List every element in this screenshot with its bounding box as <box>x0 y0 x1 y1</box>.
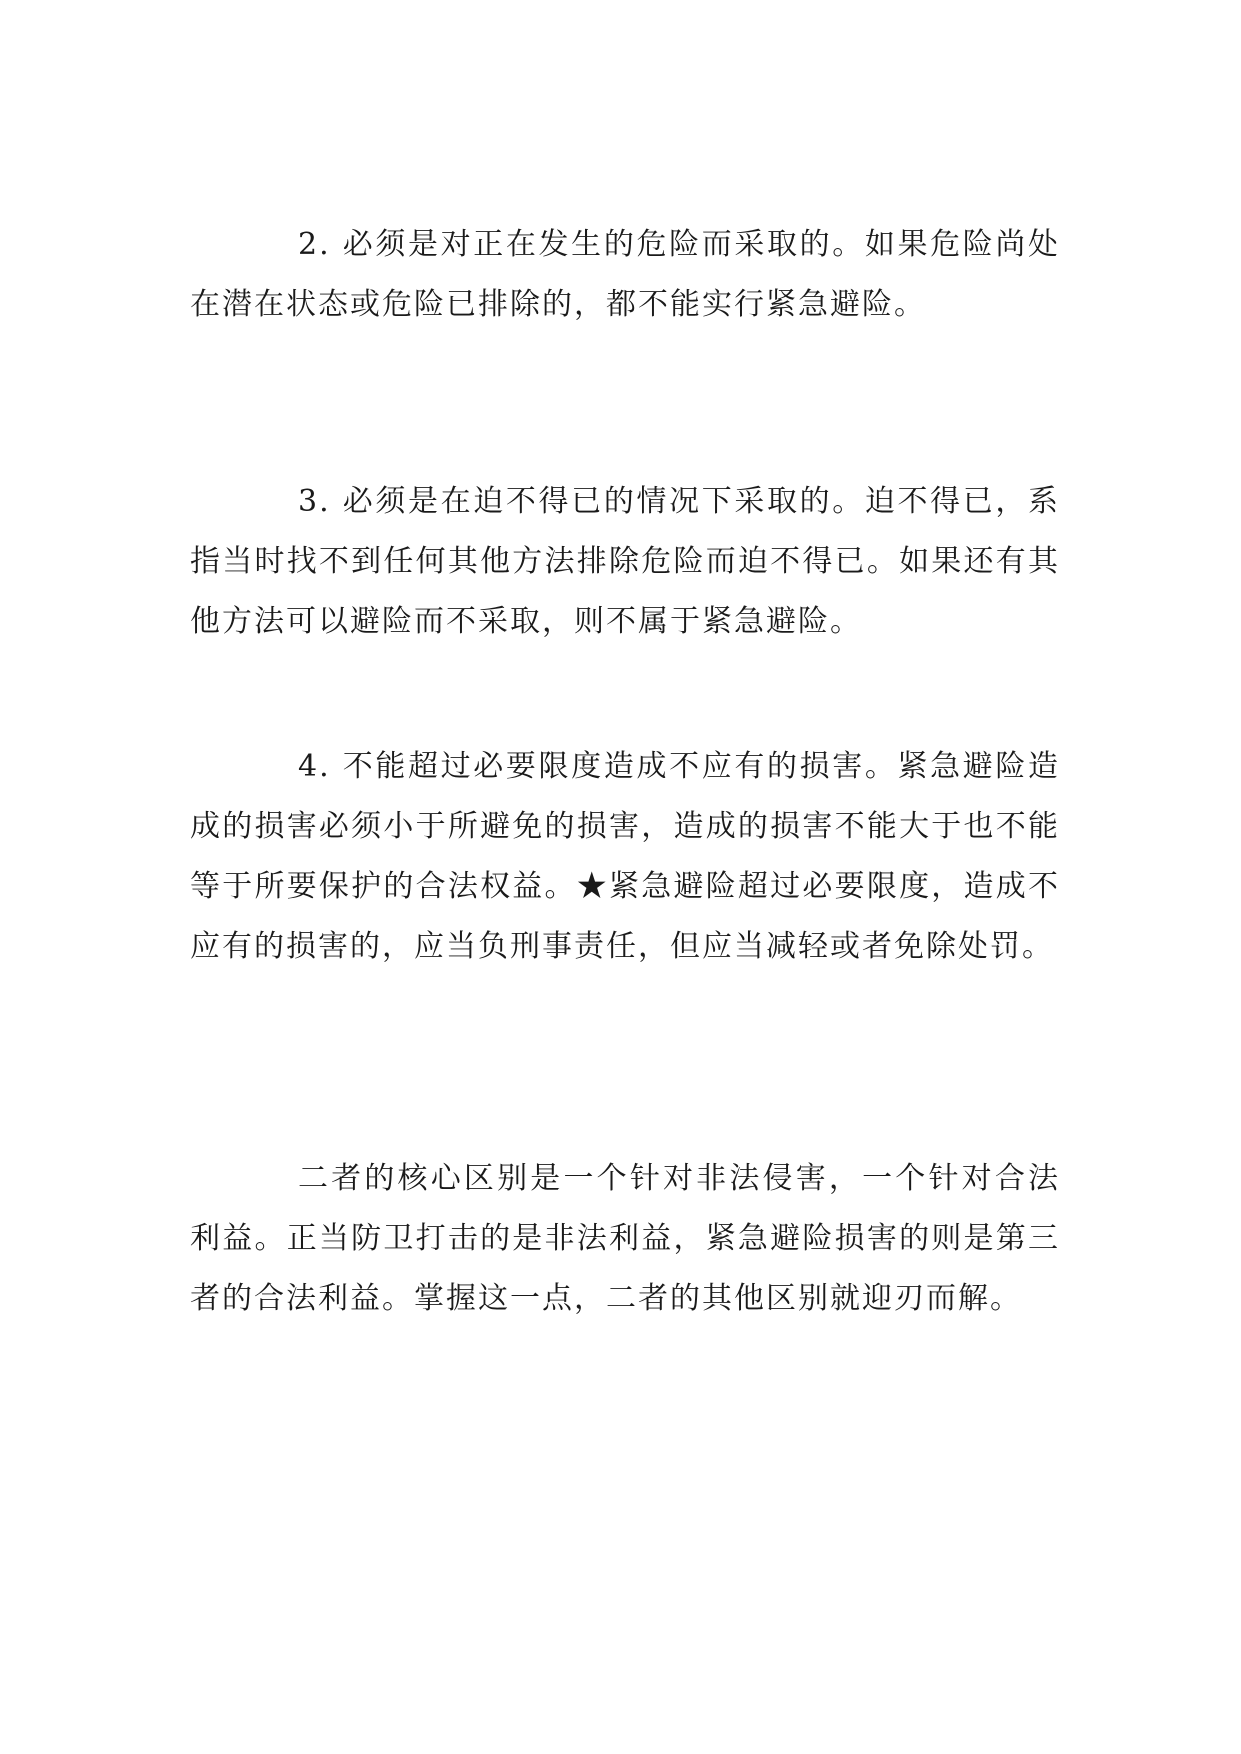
paragraph-condition-4: 4. 不能超过必要限度造成不应有的损害。紧急避险造成的损害必须小于所避免的损害，造成的损害不能大于也不能等于所要保护的合法权益。★紧急避险超过必要限度，造成不应有的损害的，应当负刑事责任，但应当减轻或者免除处罚。 <box>190 749 1060 964</box>
paragraph-condition-3: 3. 必须是在迫不得已的情况下采取的。迫不得已，系指当时找不到任何其他方法排除危险而迫不得已。如果还有其他方法可以避险而不采取，则不属于紧急避险。 <box>190 484 1060 639</box>
paragraph-core-difference: 二者的核心区别是一个针对非法侵害，一个针对合法利益。正当防卫打击的是非法利益，紧急避险损害的则是第三者的合法利益。掌握这一点，二者的其他区别就迎刃而解。 <box>190 1161 1060 1316</box>
paragraph-condition-2: 2. 必须是对正在发生的危险而采取的。如果危险尚处在潜在状态或危险已排除的，都不能实行紧急避险。 <box>190 227 1060 322</box>
